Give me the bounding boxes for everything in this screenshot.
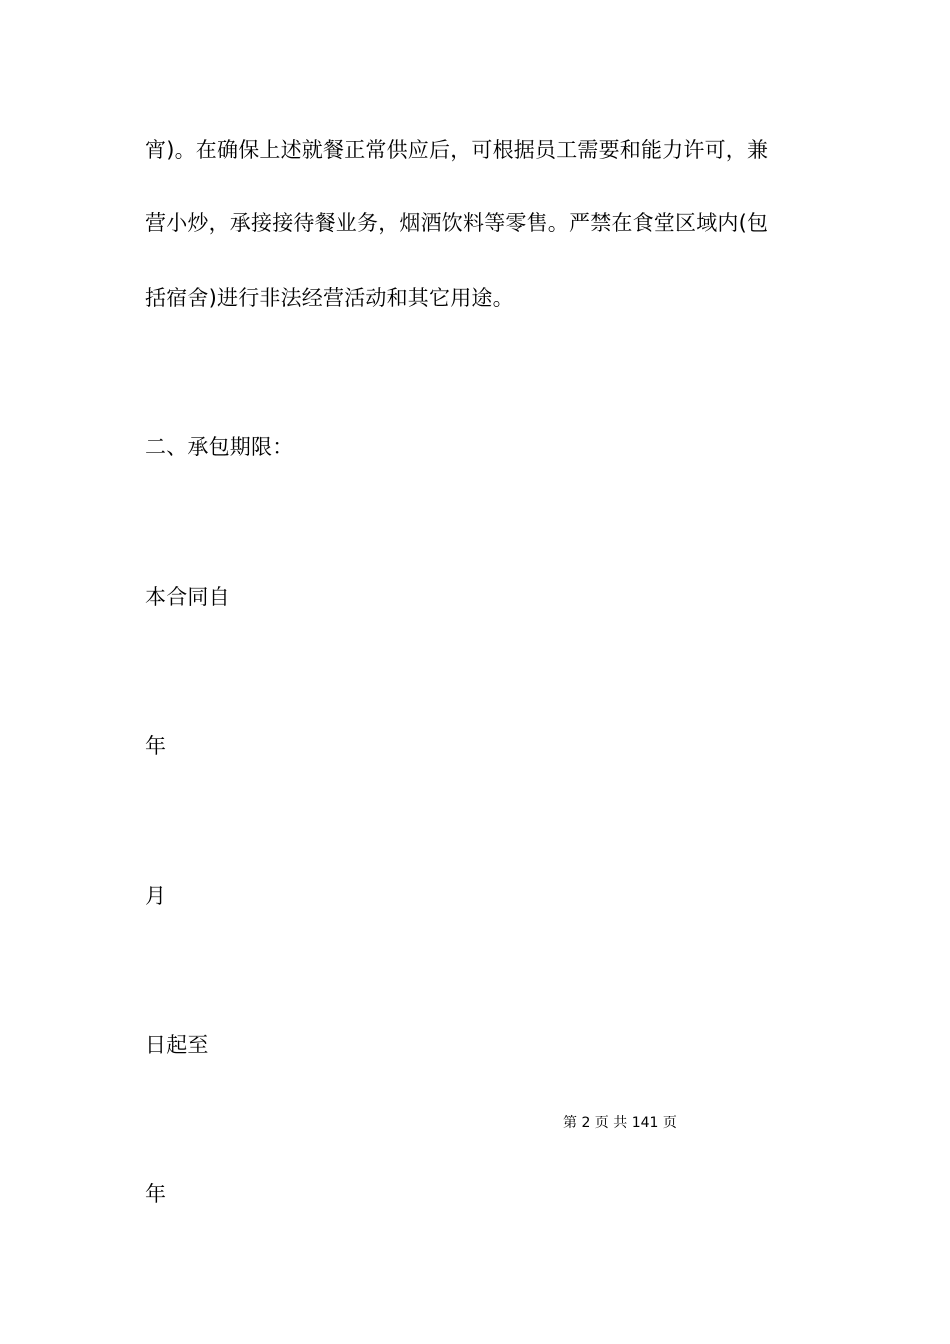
term-fragment-year: 年 (145, 734, 167, 758)
term-fragment-year-end: 年 (145, 1182, 167, 1206)
term-fragment-month: 月 (145, 884, 167, 908)
paragraph-line-3: 括宿舍)进行非法经营活动和其它用途。 (145, 286, 514, 310)
paragraph-line-2: 营小炒，承接接待餐业务，烟酒饮料等零售。严禁在食堂区域内(包 (145, 211, 769, 235)
page-footer: 第 2 页 共 141 页 (563, 1115, 677, 1131)
paragraph-line-1: 宵)。在确保上述就餐正常供应后，可根据员工需要和能力许可，兼 (145, 138, 769, 162)
term-fragment-start: 本合同自 (145, 585, 230, 609)
section-heading: 二、承包期限： (145, 435, 294, 459)
term-fragment-day-until: 日起至 (145, 1033, 209, 1057)
